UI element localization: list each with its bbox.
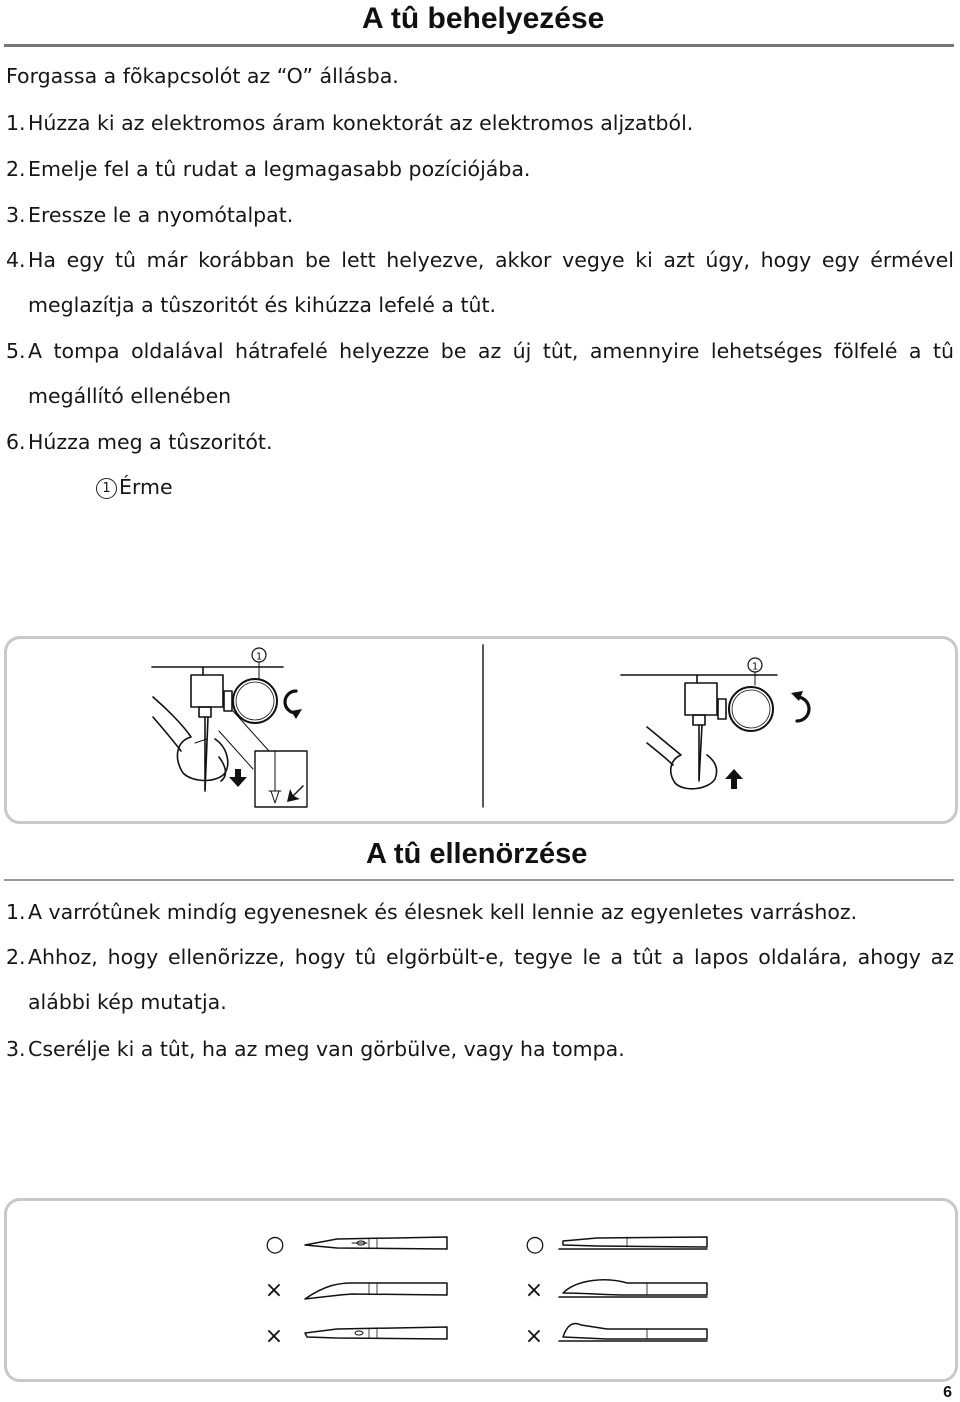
step-text: Húzza ki az elektromos áram konektorát az elektromos aljzatból. — [28, 111, 694, 135]
step-text: Eressze le a nyomótalpat. — [28, 203, 294, 227]
needle-check-illustration — [7, 1201, 955, 1379]
callout-number-right: 1 — [751, 661, 759, 673]
section-title-needle-insertion: A tû behelyezése — [362, 2, 605, 35]
ng-mark: × — [264, 1324, 284, 1349]
step-text: Ahhoz, hogy ellenõrizze, hogy tû elgörbült-e, tegye le a tût a lapos oldalára, ahogy az — [28, 945, 954, 969]
step-number: 4. — [6, 248, 26, 272]
needle-insertion-illustration — [7, 639, 955, 821]
ng-mark: × — [264, 1278, 284, 1303]
step-text: Ha egy tû már korábban be lett helyezve, akkor vegye ki azt úgy, hogy egy érmével — [28, 248, 954, 272]
step-number: 2. — [6, 157, 26, 181]
step-text: Cserélje ki a tût, ha az meg van görbülve, vagy ha tompa. — [28, 1037, 625, 1061]
step-text-continued: meglazítja a tûszoritót és kihúzza lefelé a tût. — [28, 293, 497, 317]
legend-coin — [96, 474, 173, 500]
intro-text: Forgassa a fõkapcsolót az “O” állásba. — [6, 64, 399, 88]
step-number: 3. — [6, 1037, 26, 1061]
page-number: 6 — [943, 1384, 952, 1401]
ng-mark: × — [524, 1324, 544, 1349]
section-title-needle-check: A tû ellenörzése — [366, 838, 588, 870]
step-text-continued: megállító ellenében — [28, 384, 232, 408]
step-number: 3. — [6, 203, 26, 227]
step-text: Emelje fel a tû rudat a legmagasabb pozíciójába. — [28, 157, 531, 181]
ng-mark: × — [524, 1278, 544, 1303]
callout-number-left: 1 — [255, 651, 263, 663]
step-number: 1. — [6, 111, 26, 135]
step-number: 1. — [6, 900, 26, 924]
title-rule — [4, 879, 954, 881]
legend-label: Érme — [119, 475, 173, 499]
step-number: 5. — [6, 339, 26, 363]
step-number: 6. — [6, 430, 26, 454]
needle-insertion-figure — [4, 636, 958, 824]
title-rule — [4, 44, 954, 47]
step-text-continued: alábbi kép mutatja. — [28, 990, 227, 1014]
ok-mark: ○ — [525, 1232, 545, 1257]
step-text: A tompa oldalával hátrafelé helyezze be az új tût, amennyire lehetséges fölfelé a tû — [28, 339, 954, 363]
step-text: Húzza meg a tûszoritót. — [28, 430, 273, 454]
callout-number: 1 — [96, 478, 117, 499]
step-number: 2. — [6, 945, 26, 969]
needle-check-figure — [4, 1198, 958, 1382]
step-text: A varrótûnek mindíg egyenesnek és élesnek kell lennie az egyenletes varráshoz. — [28, 900, 858, 924]
ok-mark: ○ — [265, 1232, 285, 1257]
